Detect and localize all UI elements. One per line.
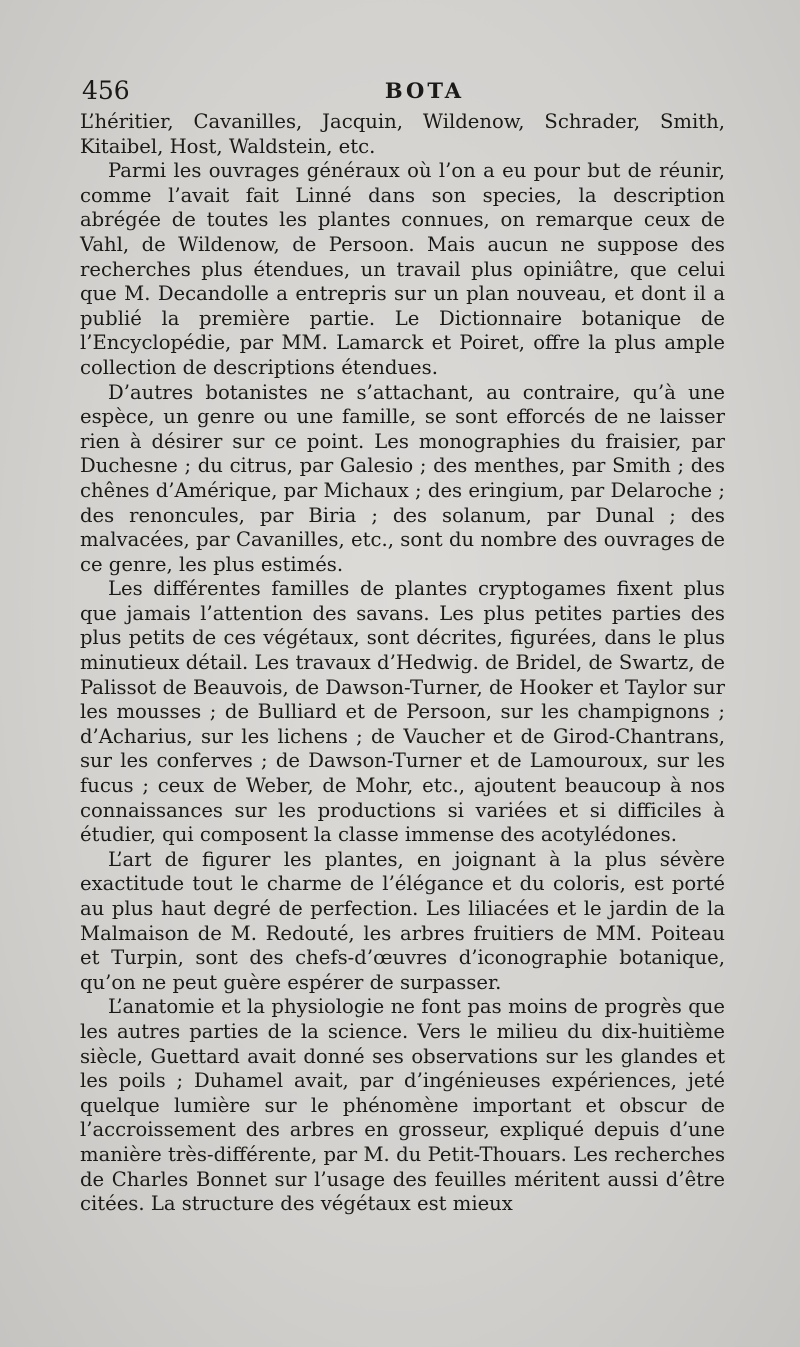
paragraph-general-works: Parmi les ouvrages généraux où l’on a eu pour but de réunir, comme l’avait fait Linné dans son species, la description abrégée de toutes les plantes connues, on remarque ceux de Vahl, de Wildenow, de Persoon. Mais aucun ne suppose des recherches plus étendues, un travail plus opiniâtre, que celui que M. Decandolle a entrepris sur un plan nouveau, et dont il a publié la première partie. Le Dictionnaire botanique de l’Encyclopédie, par MM. Lamarck et Poiret, offre la plus ample collection de descriptions étendues. bbox=[80, 159, 725, 379]
page-header bbox=[82, 76, 727, 110]
paragraph-illustration: L’art de figurer les plantes, en joignant à la plus sévère exactitude tout le charme de l’élégance et du coloris, est porté au plus haut degré de perfection. Les liliacées et le jardin de la Malmaison de M. Redouté, les arbres fruitiers de MM. Poiteau et Turpin, sont des chefs-d’œuvres d’iconographie botanique, qu’on ne peut guère espérer de surpasser. bbox=[80, 847, 725, 994]
running-head: BOTA bbox=[384, 78, 465, 103]
page-number: 456 bbox=[82, 76, 130, 105]
paragraph-anatomy: L’anatomie et la physiologie ne font pas moins de progrès que les autres parties de la science. Vers le milieu du dix-huitième siècle, Guettard avait donné ses observations sur les glandes et les poils ; Duhamel avait, par d’ingénieuses expériences, jeté quelque lumière sur le phénomène important et obscur de l’accroissement des arbres en grosseur, expliqué depuis d’une manière très-différente, par M. du Petit-Thouars. Les recherches de Charles Bonnet sur l’usage des feuilles méritent aussi d’être citées. La structure des végétaux est mieux bbox=[80, 995, 725, 1216]
paragraph-continuation: L’héritier, Cavanilles, Jacquin, Wildenow, Schrader, Smith, Kitaibel, Host, Waldstein, etc. bbox=[80, 110, 725, 158]
page-body bbox=[80, 110, 725, 1217]
paragraph-cryptogams: Les différentes familles de plantes cryptogames fixent plus que jamais l’attention des savans. Les plus petites parties des plus petits de ces végétaux, sont décrites, figurées, dans le plus minutieux détail. Les travaux d’Hedwig. de Bridel, de Swartz, de Palissot de Beauvois, de Dawson-Turner, de Hooker et Taylor sur les mousses ; de Bulliard et de Persoon, sur les champignons ; d’Acharius, sur les lichens ; de Vaucher et de Girod-Chantrans, sur les conferves ; de Dawson-Turner et de Lamouroux, sur les fucus ; ceux de Weber, de Mohr, etc., ajoutent beaucoup à nos connaissances sur les productions si variées et si difficiles à étudier, qui composent la classe immense des acotylédones. bbox=[80, 577, 725, 847]
paragraph-monographs: D’autres botanistes ne s’attachant, au contraire, qu’à une espèce, un genre ou une famille, se sont efforcés de ne laisser rien à désirer sur ce point. Les monographies du fraisier, par Duchesne ; du citrus, par Galesio ; des menthes, par Smith ; des chênes d’Amérique, par Michaux ; des eringium, par Delaroche ; des renoncules, par Biria ; des solanum, par Dunal ; des malvacées, par Cavanilles, etc., sont du nombre des ouvrages de ce genre, les plus estimés. bbox=[80, 380, 725, 576]
